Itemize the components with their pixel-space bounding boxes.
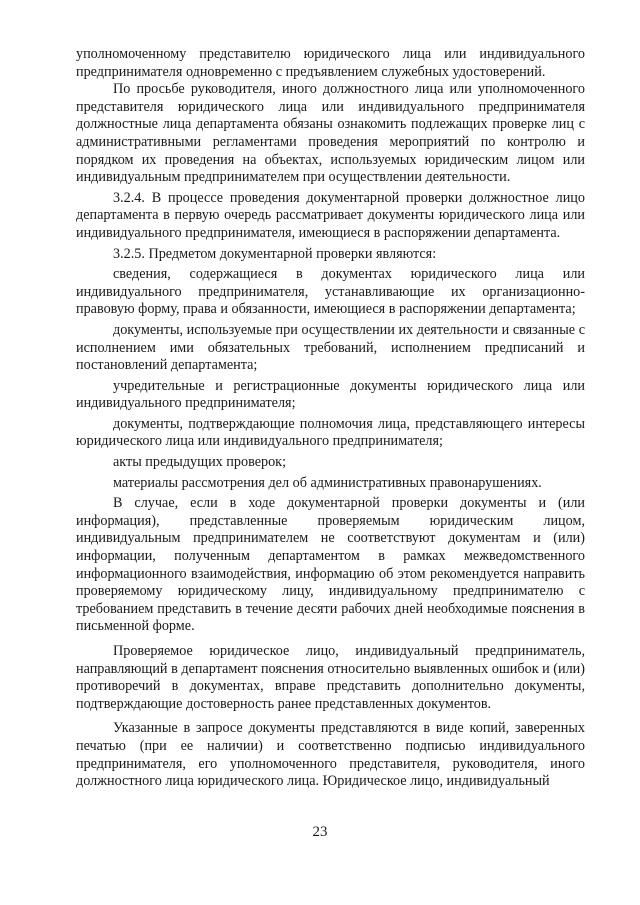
- paragraph: Указанные в запросе документы представляются в виде копий, заверенных печатью (при ее наличии) и соответственно подписью индивидуального предпринимателя, его уполномоченного представителя, руководителя, иного должностного лица юридического лица. Юридическое лицо, индивидуальный: [76, 720, 585, 790]
- page-number: 23: [312, 824, 328, 840]
- paragraph: 3.2.5. Предметом документарной проверки являются:: [113, 245, 437, 262]
- list-item: акты предыдущих проверок;: [113, 454, 287, 471]
- paragraph: уполномоченному представителю юридического лица или индивидуального предпринимателя одновременно с предъявлением служебных удостоверений.: [76, 46, 585, 80]
- paragraph: 3.2.4. В процессе проведения документарной проверки должностное лицо департамента в первую очередь рассматривает документы юридического лица или индивидуального предпринимателя, имеющиеся в распоряжении департамента.: [76, 189, 585, 241]
- paragraph: В случае, если в ходе документарной проверки документы и (или информация), представленные проверяемым юридическим лицом, индивидуальным предпринимателем не соответствуют документам и (или) информации, полученным департаментом в рамках межведомственного информационного взаимодействия, информацию об этом рекомендуется направить проверяемому юридическому лицу, индивидуальному предпринимателю с требованием представить в течение десяти рабочих дней необходимые пояснения в письменной форме.: [76, 495, 585, 635]
- document-body: [76, 46, 585, 791]
- list-item: документы, используемые при осуществлении их деятельности и связанные с исполнением ими обязательных требований, исполнением предписаний и постановлений департамента;: [76, 321, 585, 374]
- list-item: документы, подтверждающие полномочия лица, представляющего интересы юридического лица или индивидуального предпринимателя;: [76, 415, 585, 450]
- list-item: учредительные и регистрационные документы юридического лица или индивидуального предпринимателя;: [76, 377, 585, 412]
- paragraph: По просьбе руководителя, иного должностного лица или уполномоченного представителя юридического лица или индивидуального предпринимателя должностные лица департамента обязаны ознакомить подлежащих проверке лиц с административными регламентами проведения мероприятий по контролю и порядком их проведения на объектах, используемых юридическим лицом или индивидуальным предпринимателем при осуществлении деятельности.: [76, 81, 585, 186]
- list-item: сведения, содержащиеся в документах юридического лица или индивидуального предпринимателя, устанавливающие их организационно-правовую форму, права и обязанности, имеющиеся в распоряжении департамента;: [76, 266, 585, 318]
- paragraph: Проверяемое юридическое лицо, индивидуальный предприниматель, направляющий в департамент пояснения относительно выявленных ошибок и (или) противоречий в документах, вправе представить дополнительно документы, подтверждающие достоверность ранее представленных документов.: [76, 643, 585, 712]
- list-item: материалы рассмотрения дел об административных правонарушениях.: [113, 474, 542, 491]
